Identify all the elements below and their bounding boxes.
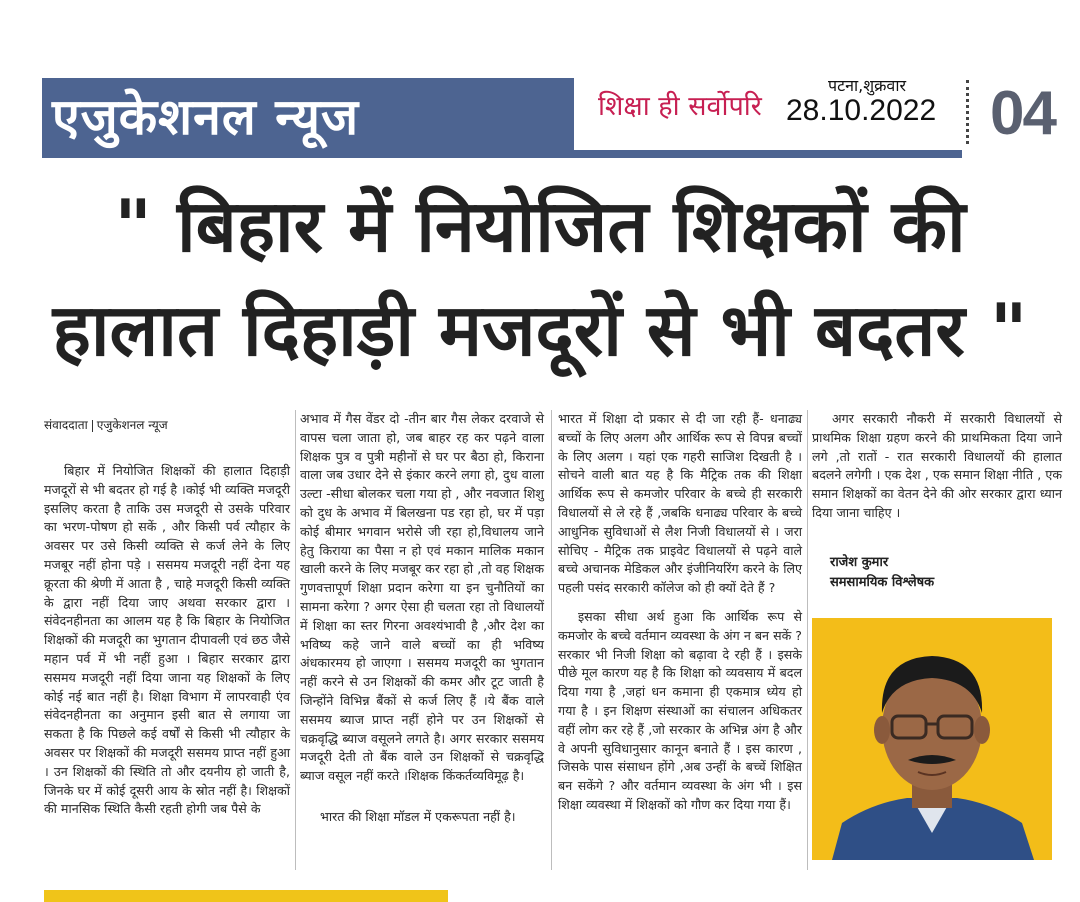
paragraph: इसका सीधा अर्थ हुआ कि आर्थिक रूप से कमजोर के बच्चे वर्तमान व्यवस्था के अंग न बन सकें ? सरकार भी निजी शिक्षा को बढ़ावा दे रही हैं । इसके पीछे मूल कारण यह है कि शिक्षा को व्यवसाय में बदल दिया गया है ,जहां धन कमाना ही एकमात्र ध्येय हो गया है । इन शिक्षण संस्थाओं का संचालन अधिकतर वहीं लोग कर रहे हैं ,जो सरकार के अभिन्न अंग है और वे अपनी सुविधानुसार कानून बनाते हैं । इस कारण , जिसके पास संसाधन होंगे ,अब उन्हीं के बच्चें शिक्षित बन सकेंगे ? और वर्तमान व्यवस्था के अंग भी । इस शिक्षा व्यवस्था में शिक्षकों को गौण कर दिया गया हैं। xyxy=(558,608,802,812)
paragraph: बिहार में नियोजित शिक्षकों की हालात दिहाड़ी मजदूरों से भी बदतर हो गई है ।कोई भी व्यक्ति मजदूरी इसलिए करता है ताकि उस मजदूरी से उसके परिवार का भरण-पोषण हो सकें , और किसी पर्व त्यौहार के अवसर पर उसे किसी व्यक्ति से कर्ज लेने के लिए मजबूर नहीं होना पड़े । ससमय मजदूरी नहीं देना यह क्रूरता की श्रेणी में आता है , चाहे मजदूरी किसी व्यक्ति के द्वारा नहीं दिया जाए अथवा सरकार द्वारा । संवेदनहीनता का आलम यह है कि बिहार के नियोजित शिक्षकों की मजदूरी का भुगतान दीपावली एवं छठ जैसे महान पर्व में भी नहीं हुआ । बिहार सरकार द्वारा ससमय मजदूरी नहीं दिया जाना यह शिक्षकों के लिए कोई नई बात नहीं है। शिक्षा विभाग में लापरवाही एंव संवेदनहीनता का अनुमान इसी बात से लगाया जा सकता है कि पिछले कई वर्षों से किसी भी त्यौहार के अवसर पर शिक्षकों की मजदूरी ससमय प्राप्त नहीं हुआ । उन शिक्षकों की स्थिति तो और दयनीय हो जाती है, जिनके घर में कोई दूसरी आय के स्रोत नहीं है। शिक्षकों की मानसिक स्थिति कैसी रहती होगी जब पैसे के xyxy=(44,463,290,817)
city-day: पटना,शुक्रवार xyxy=(828,76,907,95)
issue-date: 28.10.2022 xyxy=(786,94,937,127)
slogan: शिक्षा ही सर्वोपरि xyxy=(598,91,762,122)
header-rule xyxy=(42,150,962,158)
paragraph: भारत की शिक्षा मॉडल में एकरूपता नहीं है। xyxy=(320,808,516,824)
author-name: राजेश कुमार xyxy=(830,555,889,570)
bottom-decoration xyxy=(44,890,448,902)
column-rule xyxy=(551,410,552,870)
paragraph: भारत में शिक्षा दो प्रकार से दी जा रही हैं- धनाढ्य बच्चों के लिए अलग और आर्थिक रूप से विपन्न बच्चों के लिए अलग । यहां एक गहरी साजिश दिखती है । सोचने वाली बात यह है कि मैट्रिक तक की शिक्षा आर्थिक रूप से कमजोर परिवार के बच्चे ही सरकारी विधालयों से ले रहे हैं ,जबकि धनाढ्य परिवार के बच्चे आधुनिक सुविधाओं से लैश निजी विधालयों से । जरा सोचिए - मैट्रिक तक प्राइवेट विधालयों से पढ़ने वाले बच्चे अचानक मेडिकल और इंजीनियरिंग करने के लिए पहली पसंद सरकारी कॉलेज को ही क्यों देते हैं ? xyxy=(558,411,802,596)
byline-source: एजुकेशनल न्यूज xyxy=(96,418,168,432)
headline-line-1: " बिहार में नियोजित शिक्षकों की xyxy=(114,184,966,268)
article-column-4 xyxy=(812,410,1062,523)
paragraph: अभाव में गैस वेंडर दो -तीन बार गैस लेकर दरवाजे से वापस चला जाता हो, जब बाहर रह कर पढ़ने वाला शिक्षक पुत्र व पुत्री महीनों से घर पर बैठा हो, किराना वाला जब उधार देने से इंकार करने लगा हो, दुध वाला उल्टा -सीधा बोलकर चला गया हो , और नवजात शिशु को दुध के अभाव में बिलखना पड रहा हो, घर में पड़ा कोई बीमार भगवान भरोसे जी रहा हो,विधालय जाने हेतु किराया का पैसा न हो एवं मकान मालिक मकान खाली करने के लिए मजबूर कर रहा हो ,तो वह शिक्षक गुणवत्तापूर्ण शिक्षा प्रदान करेगा या इन चुनौतियों का सामना करेगा ? अगर ऐसा ही चलता रहा तो विधालयों में शिक्षा का स्तर गिरना अवश्यंभावी है ,और देश का भविष्य कहे जाने वाले बच्चों का ही भविष्य अंधकारमय हो जाएगा । ससमय मजदूरी का भुगतान नहीं करने से उन शिक्षकों की कमर और टूट जाती है जिन्होंने विभिन्न बैंकों से कर्ज लिए हैं ।ये बैंक वाले ससमय ब्याज प्राप्त नहीं होने पर उन शिक्षकों से चक्रवृद्धि ब्याज वसूलने लगते है। अगर सरकार ससमय मजदूरी देती तो बैंक वाले उन शिक्षकों से चक्रवृद्धि ब्याज वसूल नहीं करते ।शिक्षक किंकर्तव्यविमूढ़ है। xyxy=(300,411,544,784)
column-rule xyxy=(295,410,296,870)
author-photo xyxy=(812,618,1052,860)
byline xyxy=(44,416,168,433)
section-title: एजुकेशनल न्यूज xyxy=(52,88,360,146)
article-column-1 xyxy=(44,462,290,819)
author-portrait-icon xyxy=(812,618,1052,860)
article-column-2 xyxy=(300,410,544,827)
column-rule xyxy=(807,410,808,870)
author-role: समसामयिक विश्लेषक xyxy=(830,575,935,590)
divider xyxy=(966,80,970,144)
paragraph: अगर सरकारी नौकरी में सरकारी विधालयों से प्राथमिक शिक्षा ग्रहण करने की प्राथमिकता दिया जाने लगे ,तो रातों - रात सरकारी विधालयों की हालात बदलने लगेगी । एक देश , एक समान शिक्षा नीति , एक समान शिक्षकों का वेतन देने की ओर सरकार द्वारा ध्यान दिया जाना चाहिए । xyxy=(812,411,1062,520)
byline-label: संवाददाता xyxy=(44,418,88,432)
page-number: 04 xyxy=(990,79,1055,148)
headline-line-2: हालात दिहाड़ी मजदूरों से भी बदतर " xyxy=(52,288,1028,372)
article-column-3 xyxy=(558,410,802,815)
byline-separator xyxy=(92,420,93,432)
